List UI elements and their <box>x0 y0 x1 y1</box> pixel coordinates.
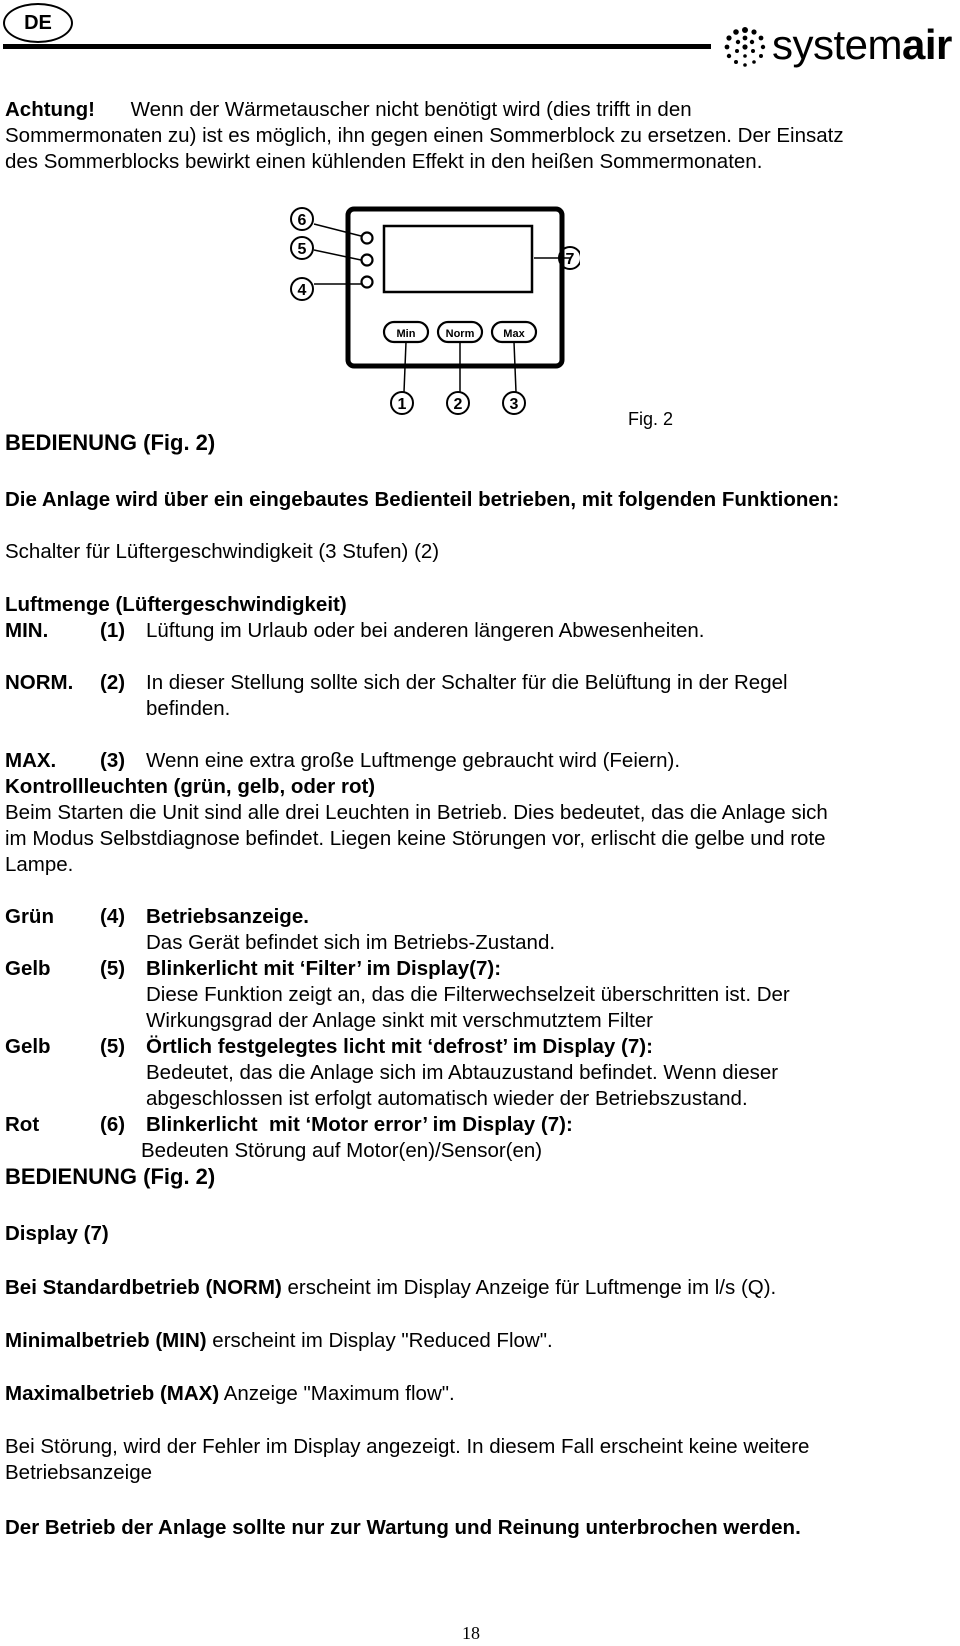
mode-norm-label: NORM. <box>5 671 74 694</box>
callout-label-2: 2 <box>453 396 463 413</box>
section-heading-bedienung: BEDIENUNG (Fig. 2) <box>5 430 216 455</box>
indicator-gruen <box>0 904 960 956</box>
indicator-color: Rot <box>5 1113 40 1136</box>
indicator-desc: abgeschlossen ist erfolgt automatisch wieder der Betriebszustand. <box>146 1087 748 1110</box>
para-standardbetrieb: Bei Standardbetrieb (NORM) erscheint im Display Anzeige für Luftmenge im l/s (Q). <box>5 1276 777 1299</box>
logo-wordmark: systemair <box>772 21 952 68</box>
switch-line: Schalter für Lüftergeschwindigkeit (3 Stufen) (2) <box>5 540 440 563</box>
display-screen <box>384 226 532 292</box>
systemair-logo <box>720 20 958 72</box>
intro-line-1: Achtung! Wenn der Wärmetauscher nicht benötigt wird (dies trifft in den <box>5 98 692 121</box>
callout-label-3: 3 <box>509 396 519 413</box>
mode-max-num: (3) <box>100 749 126 772</box>
section-heading-bedienung-2: BEDIENUNG (Fig. 2) <box>5 1164 216 1189</box>
para-maximalbetrieb: Maximalbetrieb (MAX) Anzeige "Maximum flow". <box>5 1382 455 1405</box>
mode-norm-text-2: befinden. <box>146 697 231 720</box>
mode-max-label: MAX. <box>5 749 57 772</box>
button-min-label: Min <box>396 328 416 340</box>
led-6 <box>362 233 373 244</box>
lights-heading: Kontrollleuchten (grün, gelb, oder rot) <box>5 775 376 798</box>
intro-line-2: Sommermonaten zu) ist es möglich, ihn gegen einen Sommerblock zu ersetzen. Der Einsatz <box>5 124 844 147</box>
indicator-title: Blinkerlicht mit ‘Filter’ im Display(7): <box>146 957 502 980</box>
lights-para-line-2: im Modus Selbstdiagnose befindet. Liegen keine Störungen vor, erlischt die gelbe und rote <box>5 827 826 850</box>
mode-norm-row <box>0 670 960 722</box>
led-4 <box>362 277 373 288</box>
para-minimalbetrieb: Minimalbetrieb (MIN) erscheint im Display "Reduced Flow". <box>5 1329 553 1352</box>
indicator-title: Betriebsanzeige. <box>146 905 309 928</box>
indicator-num: (6) <box>100 1113 126 1136</box>
indicator-num: (5) <box>100 1035 126 1058</box>
button-max-label: Max <box>503 328 525 340</box>
indicator-color: Gelb <box>5 1035 51 1058</box>
indicator-num: (5) <box>100 957 126 980</box>
functions-intro: Die Anlage wird über ein eingebautes Bedienteil betrieben, mit folgenden Funktionen: <box>5 488 840 511</box>
indicator-color: Grün <box>5 905 54 928</box>
led-5 <box>362 255 373 266</box>
para-stoerung-line-1: Bei Störung, wird der Fehler im Display angezeigt. In diesem Fall erscheint keine weitere <box>5 1435 810 1458</box>
indicator-rot <box>0 1112 960 1164</box>
indicator-desc: Wirkungsgrad der Anlage sinkt mit verschmutztem Filter <box>146 1009 653 1032</box>
indicator-title: Blinkerlicht mit ‘Motor error’ im Display (7): <box>146 1113 573 1136</box>
indicator-desc: Bedeutet, das die Anlage sich im Abtauzustand befindet. Wenn dieser <box>146 1061 779 1084</box>
control-panel-figure <box>280 200 580 440</box>
page-number: 18 <box>462 1623 480 1643</box>
mode-max-row <box>0 748 960 774</box>
header-rule <box>3 44 711 49</box>
indicator-gelb-filter <box>0 956 960 1034</box>
callout-label-1: 1 <box>397 396 407 413</box>
indicator-title: Örtlich festgelegtes licht mit ‘defrost’ im Display (7): <box>146 1035 653 1058</box>
para-stoerung-line-2: Betriebsanzeige <box>5 1461 153 1484</box>
button-norm-label: Norm <box>445 328 475 340</box>
indicator-color: Gelb <box>5 957 51 980</box>
indicator-num: (4) <box>100 905 126 928</box>
callout-label-4: 4 <box>297 282 307 299</box>
mode-max-text: Wenn eine extra große Luftmenge gebraucht wird (Feiern). <box>146 749 681 772</box>
display-label: Display (7) <box>5 1222 109 1245</box>
indicator-gelb-defrost <box>0 1034 960 1112</box>
language-badge: DE <box>3 3 73 43</box>
callout-label-6: 6 <box>297 212 307 229</box>
mode-min-row <box>0 618 960 644</box>
lights-para-line-1: Beim Starten die Unit sind alle drei Leuchten in Betrieb. Dies bedeutet, das die Anlage sich <box>5 801 828 824</box>
callout-label-5: 5 <box>297 241 307 258</box>
callout-label-7: 7 <box>565 251 575 268</box>
logo-dots-icon <box>720 22 770 72</box>
indicator-desc: Diese Funktion zeigt an, das die Filterwechselzeit überschritten ist. Der <box>146 983 790 1006</box>
luftmenge-heading: Luftmenge (Lüftergeschwindigkeit) <box>5 593 347 616</box>
mode-norm-text: In dieser Stellung sollte sich der Schalter für die Belüftung in der Regel <box>146 671 788 694</box>
mode-norm-num: (2) <box>100 671 126 694</box>
achtung-label: Achtung! <box>5 98 95 121</box>
mode-min-label: MIN. <box>5 619 49 642</box>
intro-line-3: des Sommerblocks bewirkt einen kühlenden Effekt in den heißen Sommermonaten. <box>5 150 763 173</box>
lights-para-line-3: Lampe. <box>5 853 74 876</box>
mode-min-num: (1) <box>100 619 126 642</box>
final-note: Der Betrieb der Anlage sollte nur zur Wartung und Reinung unterbrochen werden. <box>5 1516 801 1539</box>
figure-caption: Fig. 2 <box>628 409 674 429</box>
mode-min-text: Lüftung im Urlaub oder bei anderen längeren Abwesenheiten. <box>146 619 705 642</box>
indicator-desc: Bedeuten Störung auf Motor(en)/Sensor(en) <box>141 1139 543 1162</box>
indicator-desc: Das Gerät befindet sich im Betriebs-Zustand. <box>146 931 556 954</box>
